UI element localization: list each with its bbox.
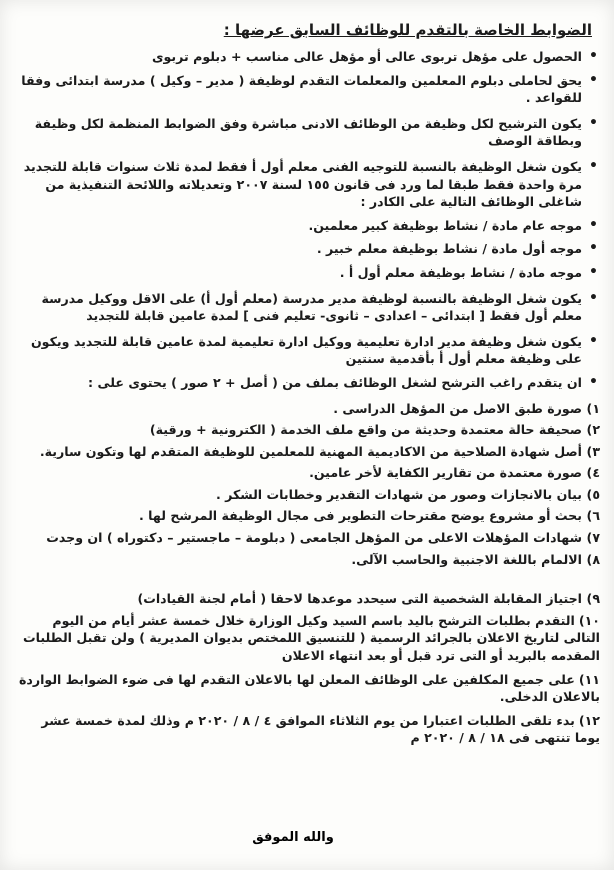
list-item: • يحق لحاملى دبلوم المعلمين والمعلمات التقدم لوظيفة ( مدير – وكيل ) مدرسة ابتدائى وفقا للقواعد .	[14, 72, 600, 107]
item-text: شهادات المؤهلات الاعلى من المؤهل الجامعى ( دبلومة – ماجستير – دكتوراه ) ان وجدت	[46, 530, 582, 546]
document-body	[14, 20, 600, 747]
page-title: الضوابط الخاصة بالتقدم للوظائف السابق عرضها :	[223, 21, 592, 39]
item-number: ٦)	[586, 508, 600, 524]
item-number: ٣)	[586, 443, 600, 459]
item-text: أصل شهادة الصلاحية من الاكاديمية المهنية للمعلمين للوظيفة المتقدم لها وتكون سارية.	[39, 443, 582, 459]
item-number: ٢)	[586, 422, 600, 438]
item-number: ٤)	[586, 465, 600, 481]
closing-line: والله الموفق	[252, 830, 334, 845]
list-item: • يكون شغل وظيفة مدير ادارة تعليمية ووكيل ادارة تعليمية لمدة عامين قابلة للتجديد ويكون على وظيفة معلم أول أ بأقدمية سنتين	[14, 333, 600, 368]
item-text: بيان بالانجازات وصور من شهادات التقدير وخطابات الشكر .	[215, 486, 582, 502]
item-number: ١)	[586, 400, 600, 416]
numbered-item	[14, 712, 600, 747]
numbered-item	[14, 612, 600, 665]
list-item: • موجه عام مادة / نشاط بوظيفة كبير معلمين.	[14, 217, 600, 235]
list-item: • الحصول على مؤهل تربوى عالى أو مؤهل عالى مناسب + دبلوم تربوى	[14, 48, 600, 66]
numbered-item	[14, 671, 600, 706]
numbered-item	[14, 529, 600, 547]
item-text: صورة طبق الاصل من المؤهل الدراسى .	[333, 400, 582, 416]
item-number: ١٠)	[578, 612, 600, 628]
numbered-item	[14, 464, 600, 482]
list-item: • يكون شغل الوظيفة بالنسبة لوظيفة مدير مدرسة (معلم أول أ) على الاقل ووكيل مدرسة معلم أول فقط [ ابتدائى – اعدادى – ثانوى- تعليم فنى ] لمدة عامين قابلة للتجديد	[14, 290, 600, 325]
item-text: بدء تلقى الطلبات اعتبارا من يوم الثلاثاء الموافق ٤ / ٨ / ٢٠٢٠ م وذلك لمدة خمسة عشر يوما تنتهى فى ١٨ / ٨ / ٢٠٢٠ م	[41, 712, 600, 746]
numbered-item	[14, 400, 600, 418]
numbered-item	[14, 421, 600, 439]
item-text: اجتياز المقابلة الشخصية التى سيحدد موعدها لاحقا ( أمام لجنة القيادات)	[137, 591, 582, 607]
numbered-item	[14, 507, 600, 525]
item-text: الالمام باللغة الاجنبية والحاسب الآلى.	[351, 551, 582, 567]
item-number: ١١)	[578, 671, 600, 687]
numbered-item	[14, 486, 600, 504]
list-item: • يكون الترشيح لكل وظيفة من الوظائف الادنى مباشرة وفق الضوابط المنظمة لكل وظيفة وبطاقة الوصف	[14, 115, 600, 150]
list-item: • موجه مادة / نشاط بوظيفة معلم أول أ .	[14, 264, 600, 282]
item-number: ٧)	[586, 530, 600, 546]
item-text: صحيفة حالة معتمدة وحديثة من واقع ملف الخدمة ( الكترونية + ورقية)	[149, 422, 582, 438]
numbered-item	[14, 551, 600, 569]
item-number: ٩)	[586, 591, 600, 607]
item-number: ١٢)	[578, 712, 600, 728]
list-item: • ان يتقدم راغب الترشح لشغل الوظائف بملف من ( أصل + ٢ صور ) يحتوى على :	[14, 374, 600, 392]
item-text: على جميع المكلفين على الوظائف المعلن لها بالاعلان التقدم لها فى ضوء الضوابط الواردة بالاعلان الدخلى.	[18, 671, 600, 705]
item-text: بحث أو مشروع يوضح مقترحات التطوير فى مجال الوظيفة المرشح لها .	[139, 508, 582, 524]
numbered-item	[14, 590, 600, 608]
item-number: ٥)	[586, 486, 600, 502]
item-text: التقدم بطلبات الترشح باليد باسم السيد وكيل الوزارة خلال خمسة عشر أيام من اليوم التالى لتاريخ الاعلان بالجرائد الرسمية ( للتنسيق اللمختص بديوان المديرية ) ولن تقبل الطلبات المقدمه بالبريد أو التى ترد قبل أو بعد انتهاء الاعلان	[23, 612, 600, 664]
numbered-item	[14, 443, 600, 461]
list-item: • يكون شغل الوظيفة بالنسبة للتوجيه الفنى معلم أول أ فقط لمدة ثلاث سنوات قابلة للتجديد مرة واحدة فقط طبقا لما ورد فى قانون ١٥٥ لسنة ٢٠٠٧ وتعديلاته واللائحة التنفيذية من شاغلى الوظائف التالية على الكادر :	[14, 158, 600, 211]
item-text: صورة معتمدة من تقارير الكفاية لأخر عامين.	[309, 465, 582, 481]
item-number: ٨)	[586, 551, 600, 567]
list-item: • موجه أول مادة / نشاط بوظيفة معلم خبير .	[14, 240, 600, 258]
